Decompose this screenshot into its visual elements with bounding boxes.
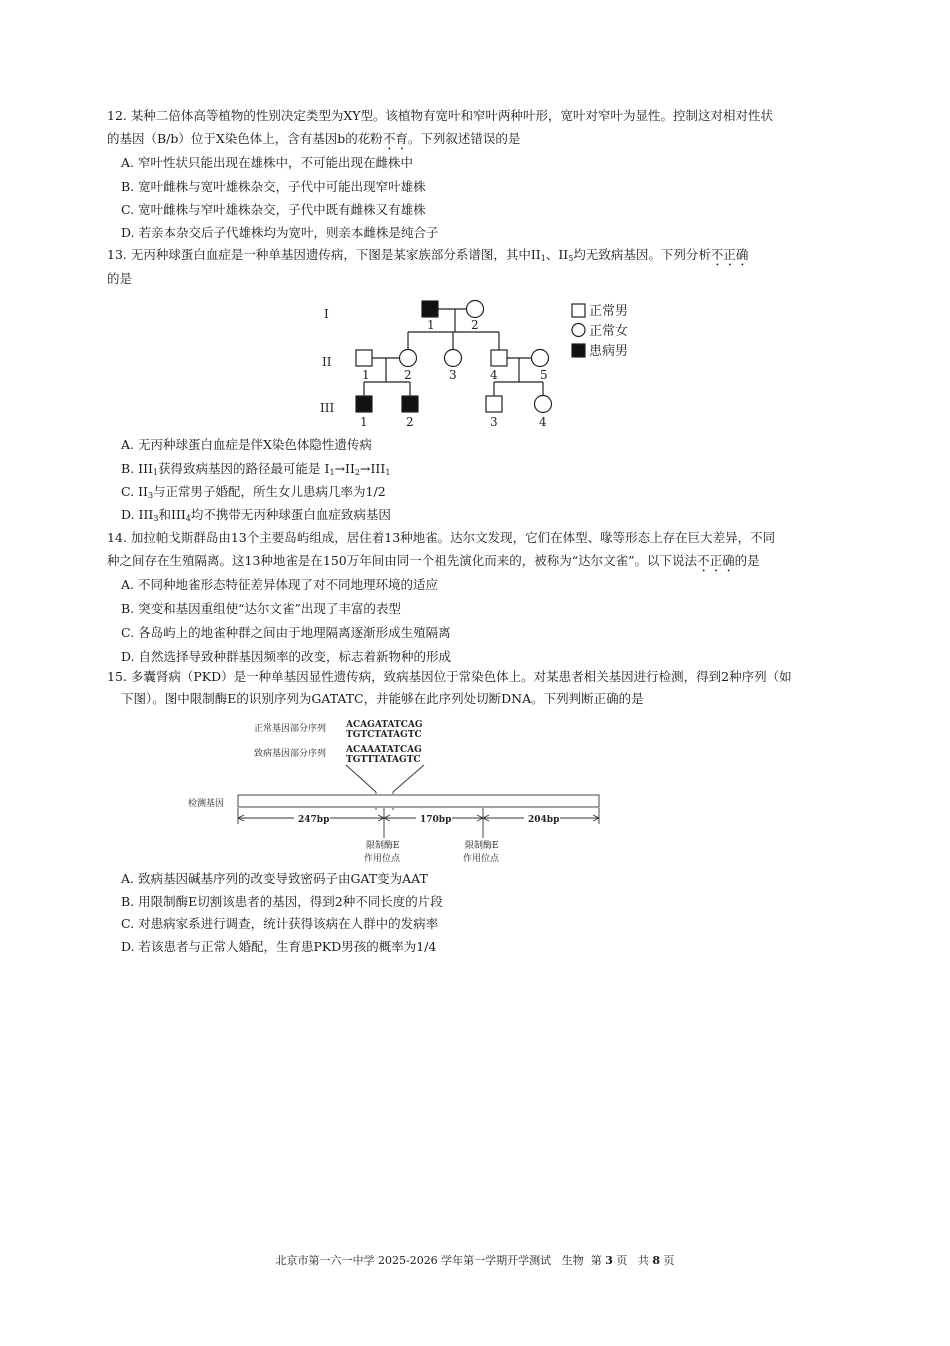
q14-option-a: A. 不同种地雀形态特征差异体现了对不同地理环境的适应: [121, 577, 438, 592]
length-2: 170bp: [420, 815, 452, 825]
q14-option-d: D. 自然选择导致种群基因频率的改变，标志着新物种的形成: [121, 649, 452, 664]
q12-option-c: C. 宽叶雌株与窄叶雄株杂交，子代中既有雌株又有雄株: [121, 202, 426, 217]
q13-stem-line1: 13. 无丙种球蛋白血症是一种单基因遗传病，下图是某家族部分系谱图，其中$II_1$、$II_5$均无致病基因。下列分析不正确: [107, 247, 749, 263]
II4-normal-male: [491, 350, 507, 366]
site1-label-l2: 作用位点: [364, 854, 401, 864]
II2-normal-female: [400, 350, 417, 367]
gene-figure: [180, 712, 610, 868]
legend-male-label: 正常男: [589, 304, 629, 319]
q15-option-b: B. 用限制酶E切割该患者的基因，得到2种不同长度的片段: [121, 894, 443, 909]
q12-emphasis: 不育: [382, 131, 408, 146]
q14-stem-line2: 种之间存在生殖隔离。这13种地雀是在150万年间由同一个祖先演化而来的，被称为“达尔文雀”。以下说法不正确的是: [107, 553, 760, 568]
gen-III-label: III: [320, 401, 335, 415]
III3-normal-male: [486, 396, 502, 412]
q13-option-b: B. $III_1$获得致病基因的路径最可能是 $I_1\to II_2\to III_1$: [121, 461, 391, 477]
q13-option-d: D. $III_3$和$III_4$均不携带无丙种球蛋白血症致病基因: [121, 507, 391, 523]
II1-normal-male: [356, 350, 372, 366]
q15-option-a: A. 致病基因碱基序列的改变导致密码子由GAT变为AAT: [121, 871, 428, 886]
legend-affected-label: 患病男: [589, 344, 629, 359]
page-footer: 北京市第一六一中学 2025-2026 学年第一学期开学测试 生物 第 3 页 共 8 页: [275, 1254, 675, 1267]
q15-stem-line2: 下图）。图中限制酶E的识别序列为GATATC，并能够在此序列处切断DNA。下列判断正确的是: [121, 691, 644, 706]
normal-seq-label: 正常基因部分序列: [254, 724, 327, 734]
III2-affected-male: [402, 396, 418, 412]
svg-text:1: 1: [362, 368, 370, 382]
site1-label-l1: 限制酶E: [366, 841, 400, 851]
legend-affected-symbol: [572, 344, 585, 357]
q13-stem-line2: 的是: [107, 271, 133, 286]
svg-text:2: 2: [406, 415, 414, 429]
site2-label-l1: 限制酶E: [465, 841, 499, 851]
legend-female-label: 正常女: [589, 324, 629, 339]
disease-seq-bottom: TGTTTATAGTC: [346, 755, 421, 765]
svg-text:3: 3: [490, 415, 498, 429]
svg-text:5: 5: [540, 368, 548, 382]
disease-seq-top: ACAAATATCAG: [346, 745, 422, 755]
svg-text:2: 2: [471, 318, 479, 332]
svg-text:1: 1: [427, 318, 435, 332]
normal-seq-top: ACAGATATCAG: [346, 720, 423, 730]
svg-text:4: 4: [490, 368, 498, 382]
svg-text:2: 2: [404, 368, 412, 382]
q13-option-a: A. 无丙种球蛋白血症是伴X染色体隐性遗传病: [121, 437, 372, 452]
q12-stem-line2: 的基因（B/b）位于X染色体上，含有基因b的花粉不育。下列叙述错误的是: [107, 131, 521, 146]
I2-normal-female: [467, 301, 484, 318]
gen-II-label: II: [322, 355, 332, 369]
length-3: 204bp: [528, 815, 560, 825]
gene-label: 检测基因: [188, 799, 225, 809]
q13-emphasis: 不正确: [710, 247, 749, 262]
I1-affected-male: [422, 301, 438, 317]
q14-stem-line1: 14. 加拉帕戈斯群岛由13个主要岛屿组成，居住着13种地雀。达尔文发现，它们在体型、喙等形态上存在巨大差异，不同: [107, 530, 776, 545]
pedigree-chart: [300, 292, 660, 432]
III4-normal-female: [535, 396, 552, 413]
q13-option-c: C. $II_3$与正常男子婚配，所生女儿患病几率为1/2: [121, 484, 386, 500]
III1-affected-male: [356, 396, 372, 412]
svg-text:1: 1: [360, 415, 368, 429]
q15-option-d: D. 若该患者与正常人婚配，生育患PKD男孩的概率为1/4: [121, 939, 437, 954]
length-1: 247bp: [298, 815, 330, 825]
II5-normal-female: [532, 350, 549, 367]
disease-seq-label: 致病基因部分序列: [254, 749, 327, 759]
II3-normal-female: [445, 350, 462, 367]
gen-I-label: I: [324, 307, 329, 321]
q12-option-d: D. 若亲本杂交后子代雄株均为宽叶，则亲本雌株是纯合子: [121, 225, 439, 240]
q12-option-a: A. 窄叶性状只能出现在雄株中，不可能出现在雌株中: [121, 155, 413, 170]
q14-option-b: B. 突变和基因重组使“达尔文雀”出现了丰富的表型: [121, 601, 401, 616]
legend-female-symbol: [572, 324, 585, 337]
q14-emphasis: 不正确: [697, 553, 735, 568]
normal-seq-bottom: TGTCTATAGTC: [346, 730, 422, 740]
q15-stem-line1: 15. 多囊肾病（PKD）是一种单基因显性遗传病，致病基因位于常染色体上。对某患者相关基因进行检测，得到2种序列（如: [107, 669, 792, 684]
q14-option-c: C. 各岛屿上的地雀种群之间由于地理隔离逐渐形成生殖隔离: [121, 625, 451, 640]
q15-option-c: C. 对患病家系进行调查，统计获得该病在人群中的发病率: [121, 916, 439, 931]
svg-text:3: 3: [449, 368, 457, 382]
svg-text:4: 4: [539, 415, 547, 429]
site2-label-l2: 作用位点: [463, 854, 500, 864]
q12-option-b: B. 宽叶雌株与宽叶雄株杂交，子代中可能出现窄叶雄株: [121, 179, 426, 194]
q12-stem-line1: 12. 某种二倍体高等植物的性别决定类型为XY型。该植物有宽叶和窄叶两种叶形，宽叶对窄叶为显性。控制这对相对性状: [107, 108, 774, 123]
gene-bar: [238, 795, 599, 807]
legend-male-symbol: [572, 304, 585, 317]
